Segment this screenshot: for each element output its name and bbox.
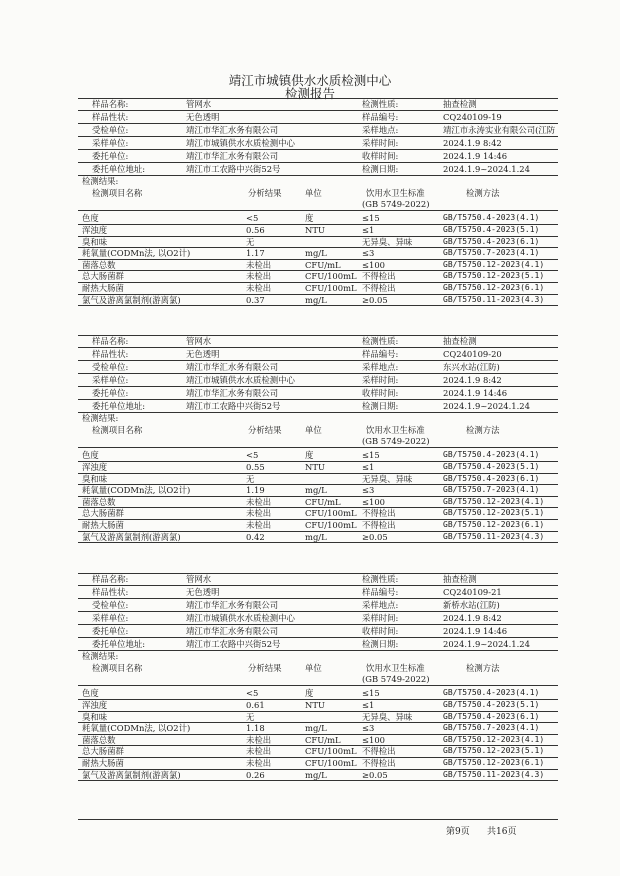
footer-line <box>78 819 558 820</box>
results-label: 检测结果: <box>82 651 119 662</box>
row-rule <box>78 373 558 374</box>
table-row-method: GB/T5750.11-2023(4.3) <box>443 769 545 779</box>
col-std-header: 饮用水卫生标准 <box>366 188 425 199</box>
table-row-std: 不得检出 <box>362 283 396 293</box>
value-sampling-place: 新桥水站(江防) <box>443 599 500 610</box>
col-std-subheader: (GB 5749-2022) <box>362 436 430 447</box>
table-row-method: GB/T5750.4-2023(4.1) <box>443 450 540 460</box>
table-row-item: 氯气及游离氯制剂(游离氯) <box>82 769 181 780</box>
table-row-std: 无异臭、异味 <box>362 236 413 247</box>
table-row-unit: mg/L <box>305 723 327 734</box>
table-row-method: GB/T5750.12-2023(6.1) <box>443 283 545 292</box>
table-row-unit: CFU/mL <box>305 734 341 745</box>
table-row-result: 1.17 <box>246 248 265 259</box>
table-row-item: 臭和味 <box>82 473 108 484</box>
value-sampling-unit: 靖江市城镇供水水质检测中心 <box>186 612 295 623</box>
label-sample-desc: 样品性状: <box>92 111 129 122</box>
value-test-date: 2024.1.9~2024.1.24 <box>443 638 530 649</box>
label-entrust-unit: 受检单位: <box>92 124 129 135</box>
label-test-nature: 检测性质: <box>362 574 399 584</box>
table-row-item: 浑浊度 <box>82 225 108 235</box>
table-row-item: 耐热大肠菌 <box>82 283 124 293</box>
table-row-item: 臭和味 <box>82 711 108 722</box>
value-sample-name: 管网水 <box>186 99 212 109</box>
value-client-unit: 靖江市华汇水务有限公司 <box>186 625 279 636</box>
table-row-method: GB/T5750.7-2023(4.1) <box>443 723 540 733</box>
table-row-result: 无 <box>246 473 255 484</box>
label-client-addr: 委托单位地址: <box>92 163 146 174</box>
value-client-unit: 靖江市华汇水务有限公司 <box>186 150 279 161</box>
table-row-result: 未检出 <box>246 508 272 519</box>
label-receive-time: 收样时间: <box>362 150 399 161</box>
table-row-std: ≤100 <box>362 496 386 507</box>
table-row-std: ≤15 <box>362 450 380 461</box>
value-client-unit: 靖江市华汇水务有限公司 <box>186 387 279 398</box>
table-row-unit: mg/L <box>305 248 327 259</box>
row-rule <box>78 347 558 348</box>
table-row-result: 无 <box>246 236 255 247</box>
table-row-method: GB/T5750.12-2023(5.1) <box>443 508 545 518</box>
table-row-item: 浑浊度 <box>82 462 108 472</box>
table-row-method: GB/T5750.4-2023(5.1) <box>443 462 540 471</box>
table-row-result: 未检出 <box>246 734 272 745</box>
table-row-result: 0.42 <box>246 531 265 542</box>
table-row-unit: CFU/100mL <box>305 758 357 768</box>
table-row-result: 未检出 <box>246 271 272 282</box>
label-sample-no: 样品编号: <box>362 586 399 597</box>
col-method-header: 检测方法 <box>466 663 500 674</box>
label-test-date: 检测日期: <box>362 163 399 174</box>
row-rule <box>78 360 558 361</box>
value-sample-desc: 无色透明 <box>186 348 220 359</box>
table-row-method: GB/T5750.4-2023(6.1) <box>443 473 540 483</box>
row-rule <box>78 399 558 400</box>
table-row-std: ≤100 <box>362 259 386 270</box>
table-row-method: GB/T5750.11-2023(4.3) <box>443 294 545 304</box>
table-row-std: ≤3 <box>362 485 375 496</box>
col-unit-header: 单位 <box>305 188 322 199</box>
table-row-item: 氯气及游离氯制剂(游离氯) <box>82 294 181 305</box>
table-row-item: 臭和味 <box>82 236 108 247</box>
table-row-std: ≤15 <box>362 688 380 699</box>
value-sample-name: 管网水 <box>186 336 212 346</box>
col-method-header: 检测方法 <box>466 188 500 199</box>
table-row-unit: CFU/mL <box>305 496 341 507</box>
label-sampling-place: 采样地点: <box>362 599 399 610</box>
value-test-nature: 抽查检测 <box>443 336 477 346</box>
table-row-method: GB/T5750.4-2023(5.1) <box>443 700 540 709</box>
col-result-header: 分析结果 <box>248 425 282 436</box>
label-client-addr: 委托单位地址: <box>92 638 146 649</box>
table-row-item: 氯气及游离氯制剂(游离氯) <box>82 531 181 542</box>
table-row-result: 未检出 <box>246 758 272 768</box>
table-row-result: 无 <box>246 711 255 722</box>
block-top-rule <box>78 98 558 99</box>
value-client-addr: 靖江市工农路中兴街52号 <box>186 400 281 411</box>
table-row-method: GB/T5750.12-2023(6.1) <box>443 520 545 529</box>
table-row-method: GB/T5750.12-2023(4.1) <box>443 259 545 269</box>
row-rule <box>78 611 558 612</box>
header-rule <box>78 447 558 448</box>
table-row-item: 耗氧量(CODMn法, 以O2计) <box>82 723 191 734</box>
value-sampling-unit: 靖江市城镇供水水质检测中心 <box>186 374 295 385</box>
table-row-item: 总大肠菌群 <box>82 508 124 519</box>
table-row-std: 不得检出 <box>362 746 396 757</box>
row-rule <box>78 123 558 124</box>
col-result-header: 分析结果 <box>248 663 282 674</box>
label-entrust-unit: 受检单位: <box>92 599 129 610</box>
table-row-std: 无异臭、异味 <box>362 711 413 722</box>
table-row-std: 不得检出 <box>362 508 396 519</box>
block-top-rule <box>78 335 558 336</box>
table-row-method: GB/T5750.7-2023(4.1) <box>443 485 540 495</box>
label-sample-desc: 样品性状: <box>92 348 129 359</box>
row-rule <box>78 637 558 638</box>
table-row-item: 耗氧量(CODMn法, 以O2计) <box>82 485 191 496</box>
value-sample-desc: 无色透明 <box>186 586 220 597</box>
table-row-result: 0.56 <box>246 225 265 235</box>
table-row-unit: CFU/100mL <box>305 283 357 293</box>
table-row-result: <5 <box>246 688 259 699</box>
table-row-unit: NTU <box>305 700 325 710</box>
table-row-item: 色度 <box>82 213 99 224</box>
page-total: 共16页 <box>487 827 517 837</box>
value-sampling-place: 东兴水站(江防) <box>443 361 500 372</box>
value-entrust-unit: 靖江市华汇水务有限公司 <box>186 361 279 372</box>
table-row-std: ≥0.05 <box>362 531 388 542</box>
table-row-item: 浑浊度 <box>82 700 108 710</box>
row-rule <box>78 175 558 176</box>
report-title: 检测报告 <box>284 86 335 101</box>
col-std-header: 饮用水卫生标准 <box>366 425 425 436</box>
label-sampling-time: 采样时间: <box>362 137 399 148</box>
header-rule <box>78 685 558 686</box>
table-row-unit: CFU/100mL <box>305 271 357 282</box>
table-row-item: 菌落总数 <box>82 259 116 270</box>
value-sample-desc: 无色透明 <box>186 111 220 122</box>
table-row-method: GB/T5750.4-2023(5.1) <box>443 225 540 234</box>
table-row-unit: CFU/mL <box>305 259 341 270</box>
table-row-std: 不得检出 <box>362 520 396 530</box>
table-row-unit: 度 <box>305 450 314 461</box>
table-row-std: ≤1 <box>362 225 375 235</box>
value-sampling-time: 2024.1.9 8:42 <box>443 374 502 385</box>
label-sample-desc: 样品性状: <box>92 586 129 597</box>
label-client-unit: 委托单位: <box>92 387 129 398</box>
col-result-header: 分析结果 <box>248 188 282 199</box>
table-row-std: ≤1 <box>362 700 375 710</box>
label-receive-time: 收样时间: <box>362 625 399 636</box>
table-row-unit: 度 <box>305 688 314 699</box>
table-row-unit: 度 <box>305 213 314 224</box>
table-row-std: ≤100 <box>362 734 386 745</box>
table-row-method: GB/T5750.12-2023(5.1) <box>443 746 545 756</box>
table-row-item: 色度 <box>82 688 99 699</box>
table-row-method: GB/T5750.4-2023(6.1) <box>443 711 540 721</box>
row-rule <box>78 585 558 586</box>
row-rule <box>78 149 558 150</box>
table-row-unit: CFU/100mL <box>305 746 357 757</box>
label-client-unit: 委托单位: <box>92 625 129 636</box>
value-sampling-time: 2024.1.9 8:42 <box>443 612 502 623</box>
row-rule <box>78 162 558 163</box>
col-item-header: 检测项目名称 <box>92 188 143 199</box>
table-row-result: 未检出 <box>246 259 272 270</box>
table-row-item: 耐热大肠菌 <box>82 758 124 768</box>
value-entrust-unit: 靖江市华汇水务有限公司 <box>186 124 279 135</box>
table-row-item: 耐热大肠菌 <box>82 520 124 530</box>
row-rule <box>78 650 558 651</box>
label-sampling-unit: 采样单位: <box>92 612 129 623</box>
table-row-rule <box>78 305 558 306</box>
table-row-result: 0.55 <box>246 462 265 472</box>
table-row-method: GB/T5750.4-2023(4.1) <box>443 688 540 698</box>
label-client-addr: 委托单位地址: <box>92 400 146 411</box>
value-receive-time: 2024.1.9 14:46 <box>443 625 508 636</box>
col-method-header: 检测方法 <box>466 425 500 436</box>
label-entrust-unit: 受检单位: <box>92 361 129 372</box>
table-row-item: 总大肠菌群 <box>82 746 124 757</box>
table-row-result: 0.26 <box>246 769 265 780</box>
label-sample-name: 样品名称: <box>92 99 129 109</box>
label-sample-no: 样品编号: <box>362 348 399 359</box>
table-row-result: 未检出 <box>246 520 272 530</box>
org-title: 靖江市城镇供水水质检测中心 <box>228 73 392 88</box>
col-item-header: 检测项目名称 <box>92 663 143 674</box>
col-unit-header: 单位 <box>305 663 322 674</box>
table-row-std: ≥0.05 <box>362 769 388 780</box>
label-sample-no: 样品编号: <box>362 111 399 122</box>
table-row-method: GB/T5750.7-2023(4.1) <box>443 248 540 258</box>
row-rule <box>78 624 558 625</box>
table-row-std: ≤3 <box>362 723 375 734</box>
results-label: 检测结果: <box>82 176 119 187</box>
col-std-header: 饮用水卫生标准 <box>366 663 425 674</box>
row-rule <box>78 412 558 413</box>
table-row-unit: NTU <box>305 225 325 235</box>
table-row-unit: NTU <box>305 462 325 472</box>
table-row-method: GB/T5750.12-2023(4.1) <box>443 734 545 744</box>
table-row-std: 无异臭、异味 <box>362 473 413 484</box>
table-row-item: 色度 <box>82 450 99 461</box>
table-row-result: 0.37 <box>246 294 265 305</box>
label-test-date: 检测日期: <box>362 638 399 649</box>
table-row-result: 未检出 <box>246 496 272 507</box>
table-row-item: 菌落总数 <box>82 734 116 745</box>
table-row-unit: CFU/100mL <box>305 520 357 530</box>
col-std-subheader: (GB 5749-2022) <box>362 674 430 685</box>
table-row-method: GB/T5750.11-2023(4.3) <box>443 531 545 541</box>
value-sample-no: CQ240109-20 <box>443 348 502 359</box>
label-sampling-time: 采样时间: <box>362 612 399 623</box>
value-sampling-unit: 靖江市城镇供水水质检测中心 <box>186 137 295 148</box>
table-row-unit: mg/L <box>305 294 327 305</box>
table-row-std: 不得检出 <box>362 758 396 768</box>
label-receive-time: 收样时间: <box>362 387 399 398</box>
value-receive-time: 2024.1.9 14:46 <box>443 150 508 161</box>
value-sample-no: CQ240109-21 <box>443 586 502 597</box>
label-sampling-unit: 采样单位: <box>92 137 129 148</box>
table-row-std: ≤1 <box>362 462 375 472</box>
row-rule <box>78 136 558 137</box>
table-row-method: GB/T5750.12-2023(5.1) <box>443 271 545 281</box>
label-sampling-place: 采样地点: <box>362 361 399 372</box>
label-sample-name: 样品名称: <box>92 336 129 346</box>
label-client-unit: 委托单位: <box>92 150 129 161</box>
col-unit-header: 单位 <box>305 425 322 436</box>
results-label: 检测结果: <box>82 413 119 424</box>
table-row-std: ≥0.05 <box>362 294 388 305</box>
table-row-rule <box>78 542 558 543</box>
value-test-nature: 抽查检测 <box>443 99 477 109</box>
row-rule <box>78 386 558 387</box>
table-row-result: 未检出 <box>246 746 272 757</box>
label-sample-name: 样品名称: <box>92 574 129 584</box>
label-test-nature: 检测性质: <box>362 336 399 346</box>
label-sampling-unit: 采样单位: <box>92 374 129 385</box>
row-rule <box>78 598 558 599</box>
table-row-std: 不得检出 <box>362 271 396 282</box>
table-row-std: ≤3 <box>362 248 375 259</box>
table-row-std: ≤15 <box>362 213 380 224</box>
value-test-nature: 抽查检测 <box>443 574 477 584</box>
table-row-rule <box>78 780 558 781</box>
col-std-subheader: (GB 5749-2022) <box>362 199 430 210</box>
value-sampling-time: 2024.1.9 8:42 <box>443 137 502 148</box>
table-row-method: GB/T5750.12-2023(6.1) <box>443 758 545 767</box>
table-row-item: 耗氧量(CODMn法, 以O2计) <box>82 248 191 259</box>
label-test-nature: 检测性质: <box>362 99 399 109</box>
value-sample-name: 管网水 <box>186 574 212 584</box>
table-row-unit: CFU/100mL <box>305 508 357 519</box>
table-row-item: 菌落总数 <box>82 496 116 507</box>
row-rule <box>78 110 558 111</box>
header-rule <box>78 210 558 211</box>
value-sample-no: CQ240109-19 <box>443 111 502 122</box>
value-entrust-unit: 靖江市华汇水务有限公司 <box>186 599 279 610</box>
table-row-result: 1.18 <box>246 723 265 734</box>
label-sampling-time: 采样时间: <box>362 374 399 385</box>
value-client-addr: 靖江市工农路中兴街52号 <box>186 638 281 649</box>
table-row-method: GB/T5750.12-2023(4.1) <box>443 496 545 506</box>
table-row-result: 0.61 <box>246 700 265 710</box>
table-row-result: <5 <box>246 213 259 224</box>
table-row-unit: mg/L <box>305 485 327 496</box>
table-row-unit: mg/L <box>305 531 327 542</box>
value-client-addr: 靖江市工农路中兴街52号 <box>186 163 281 174</box>
label-test-date: 检测日期: <box>362 400 399 411</box>
value-test-date: 2024.1.9~2024.1.24 <box>443 163 530 174</box>
table-row-item: 总大肠菌群 <box>82 271 124 282</box>
table-row-method: GB/T5750.4-2023(6.1) <box>443 236 540 246</box>
page-number: 第9页 <box>446 827 470 837</box>
table-row-result: 未检出 <box>246 283 272 293</box>
table-row-result: <5 <box>246 450 259 461</box>
col-item-header: 检测项目名称 <box>92 425 143 436</box>
value-receive-time: 2024.1.9 14:46 <box>443 387 508 398</box>
block-top-rule <box>78 573 558 574</box>
table-row-method: GB/T5750.4-2023(4.1) <box>443 213 540 223</box>
value-test-date: 2024.1.9~2024.1.24 <box>443 400 530 411</box>
value-sampling-place: 靖江市永涛实业有限公司(江防 <box>443 124 556 135</box>
label-sampling-place: 采样地点: <box>362 124 399 135</box>
table-row-result: 1.19 <box>246 485 265 496</box>
table-row-unit: mg/L <box>305 769 327 780</box>
